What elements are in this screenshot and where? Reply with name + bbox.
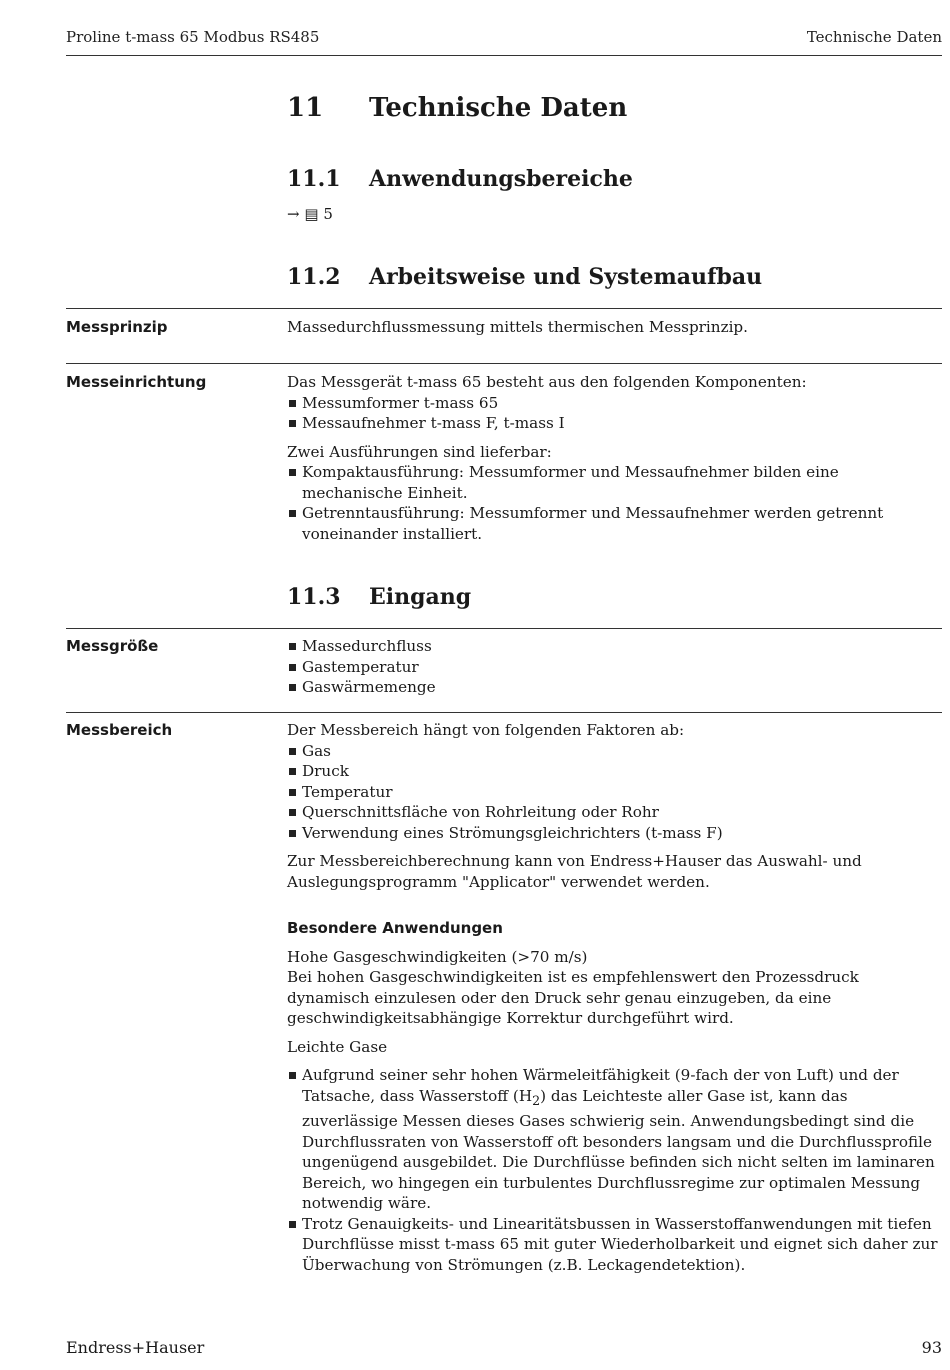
subheading: Besondere Anwendungen xyxy=(287,919,503,937)
section-title: Anwendungsbereiche xyxy=(369,166,633,192)
section-title: Arbeitsweise und Systemaufbau xyxy=(369,264,763,290)
content-messeinrichtung xyxy=(287,372,942,544)
section-divider xyxy=(66,363,942,364)
chapter-title: Technische Daten xyxy=(369,93,628,123)
paragraph: Zur Messbereichberechnung kann von Endress+Hauser das Auswahl- und Auslegungsprogramm "Applicator" verwendet werden. xyxy=(287,852,862,891)
chapter-number: 11 xyxy=(287,93,324,123)
section-heading-11-3 xyxy=(287,584,471,610)
list-item: Druck xyxy=(287,761,942,782)
chapter-heading xyxy=(287,93,627,123)
paragraph: Bei hohen Gasgeschwindigkeiten ist es empfehlenswert den Prozessdruck dynamisch einzulesen oder den Druck sehr genau einzugeben, da eine geschwindigkeitsabhängige Korrektur durchgeführt wird. xyxy=(287,968,859,1027)
label-messbereich: Messbereich xyxy=(66,721,173,739)
running-header-title: Proline t-mass 65 Modbus RS485 xyxy=(66,28,320,46)
label-messgroesse: Messgröße xyxy=(66,637,159,655)
list-item: Verwendung eines Strömungsgleichrichters (t-mass F) xyxy=(287,823,942,844)
content-messbereich xyxy=(287,720,942,1275)
section-heading-11-2 xyxy=(287,264,762,290)
footer-publisher: Endress+Hauser xyxy=(66,1338,205,1357)
list-item: Messaufnehmer t-mass F, t-mass I xyxy=(287,413,942,434)
components-list xyxy=(287,393,942,434)
section-number: 11.2 xyxy=(287,264,341,290)
running-header-section: Technische Daten xyxy=(806,28,942,46)
list-item: Messumformer t-mass 65 xyxy=(287,393,942,414)
label-messprinzip: Messprinzip xyxy=(66,318,168,336)
paragraph: Der Messbereich hängt von folgenden Faktoren ab: xyxy=(287,721,685,739)
messprinzip-text: Massedurchflussmessung mittels thermischen Messprinzip. xyxy=(287,318,748,336)
measured-values-list xyxy=(287,636,942,698)
list-item: Gastemperatur xyxy=(287,657,942,678)
text-run: Aufgrund seiner sehr hohen Wärmeleitfähigkeit (9-fach der von Luft) und der Tatsache, dass Wasserstoff (H xyxy=(302,1066,899,1105)
label-messeinrichtung: Messeinrichtung xyxy=(66,373,207,391)
paragraph: Zwei Ausführungen sind lieferbar: xyxy=(287,442,552,461)
section-divider xyxy=(66,712,942,713)
content-messprinzip xyxy=(287,317,942,338)
page-reference-number: 5 xyxy=(323,205,333,223)
header-divider xyxy=(66,55,942,56)
paragraph: Hohe Gasgeschwindigkeiten (>70 m/s) xyxy=(287,947,588,966)
page-number: 93 xyxy=(921,1338,942,1357)
page-reference-icon: ▤ xyxy=(304,205,319,223)
page-reference-link[interactable] xyxy=(287,205,333,223)
list-item: Temperatur xyxy=(287,782,942,803)
variants-list xyxy=(287,462,942,544)
list-item: Querschnittsfläche von Rohrleitung oder Rohr xyxy=(287,802,942,823)
list-item: Getrenntausführung: Messumformer und Messaufnehmer werden getrennt voneinander installiert. xyxy=(287,503,942,544)
list-item: Massedurchfluss xyxy=(287,636,942,657)
list-item: Kompaktausführung: Messumformer und Messaufnehmer bilden eine mechanische Einheit. xyxy=(287,462,942,503)
section-divider xyxy=(66,628,942,629)
text-run: ) das Leichteste aller Gase ist, kann das zuverlässige Messen dieses Gases schwierig sein. Anwendungsbedingt sind die Durchflussraten von Wasserstoff oft besonders langsam und die Durchflussprofile ungenügend ausgebildet. Die Durchflüsse befinden sich nicht selten im laminaren Bereich, wo hingegen ein turbulentes Durchflussregime zur optimalen Messung notwendig wäre. xyxy=(302,1086,935,1213)
paragraph: Das Messgerät t-mass 65 besteht aus den folgenden Komponenten: xyxy=(287,373,807,391)
factors-list xyxy=(287,741,942,844)
list-item xyxy=(287,1065,942,1214)
section-number: 11.3 xyxy=(287,584,341,610)
section-divider xyxy=(66,308,942,309)
paragraph: Leichte Gase xyxy=(287,1037,388,1056)
arrow-right-icon: → xyxy=(287,205,300,223)
subscript: 2 xyxy=(532,1092,541,1108)
content-messgroesse xyxy=(287,636,942,698)
section-number: 11.1 xyxy=(287,166,341,192)
section-title: Eingang xyxy=(369,584,472,610)
light-gas-list xyxy=(287,1065,942,1275)
section-heading-11-1 xyxy=(287,166,633,192)
list-item: Gaswärmemenge xyxy=(287,677,942,698)
list-item: Trotz Genauigkeits- und Linearitätsbussen in Wasserstoffanwendungen mit tiefen Durchflüsse misst t-mass 65 mit guter Wiederholbarkeit und eignet sich daher zur Überwachung von Strömungen (z.B. Leckagendetektion). xyxy=(287,1214,942,1276)
list-item: Gas xyxy=(287,741,942,762)
